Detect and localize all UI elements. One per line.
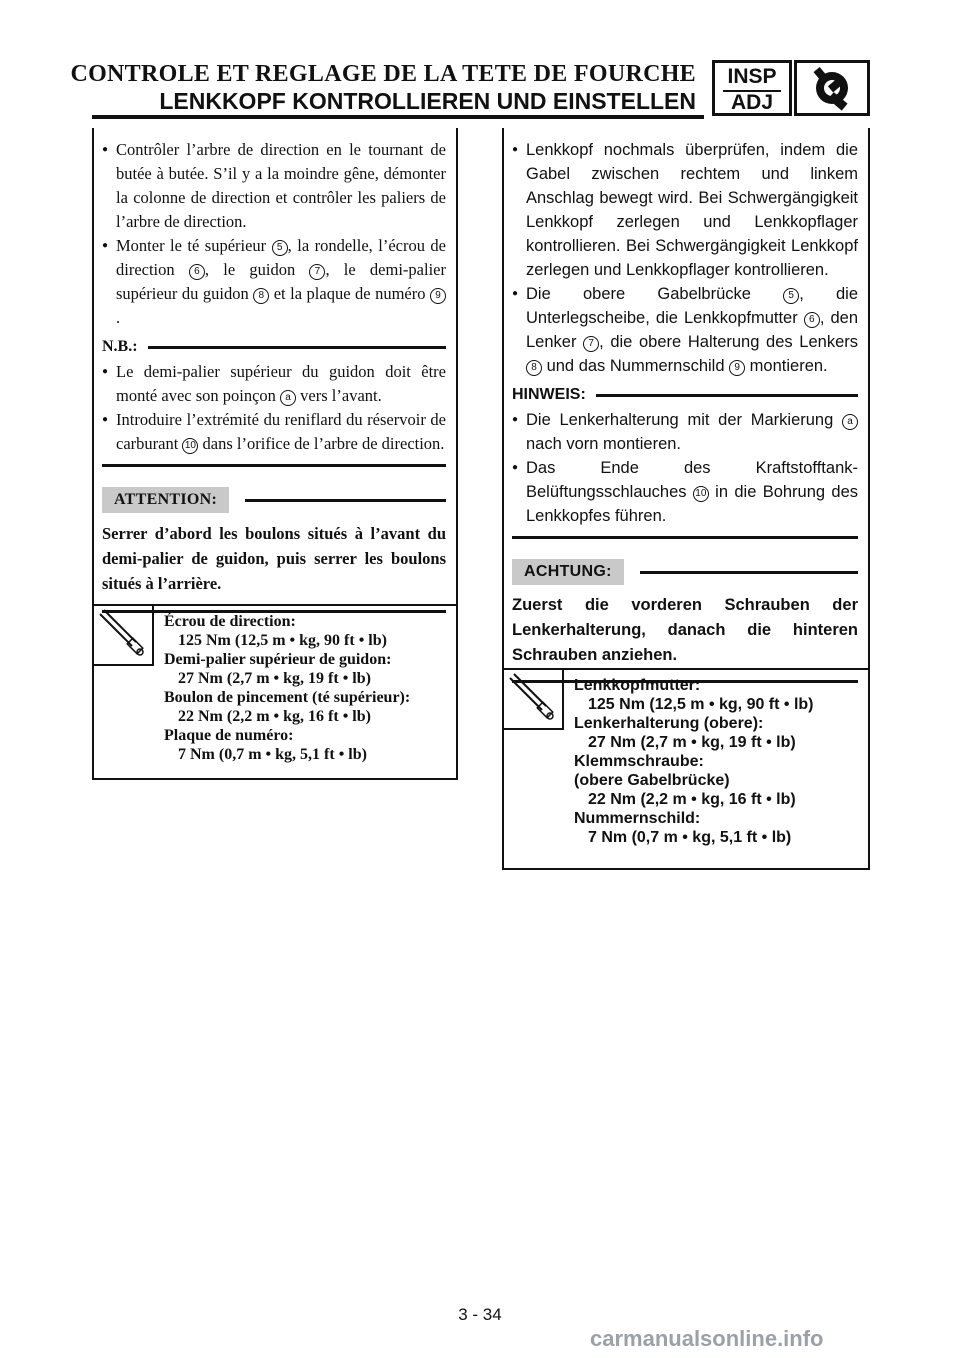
list-item: ● Die Lenkerhalterung mit der Markierung a nach vorn montieren. xyxy=(512,408,858,456)
page-number: 3 - 34 xyxy=(458,1305,502,1324)
torque-wrench-icon xyxy=(504,670,564,730)
ref-9: 9 xyxy=(430,288,446,304)
torque-label: Klemmschraube: xyxy=(574,753,704,770)
torque-label: Demi-palier supérieur de guidon: xyxy=(164,651,392,668)
list-item: ● Monter le té supérieur 5 , la rondelle, l’écrou de direction 6 , le guidon 7 , le demi-palier supérieur du guidon 8 et la plaque de numéro 9. xyxy=(102,234,446,330)
ref-a: a xyxy=(842,414,858,430)
torque-value: 7 Nm (0,7 m • kg, 5,1 ft • lb) xyxy=(178,746,367,763)
note-header: HINWEIS: xyxy=(512,386,858,404)
ref-7: 7 xyxy=(583,336,599,352)
french-notes xyxy=(102,360,446,456)
torque-value: 27 Nm (2,7 m • kg, 19 ft • lb) xyxy=(178,670,371,687)
french-steps xyxy=(102,138,446,330)
ref-8: 8 xyxy=(526,360,542,376)
torque-value: 125 Nm (12,5 m • kg, 90 ft • lb) xyxy=(588,696,814,713)
torque-value: 27 Nm (2,7 m • kg, 19 ft • lb) xyxy=(588,734,796,751)
ref-10: 10 xyxy=(182,438,198,454)
torque-label: Plaque de numéro: xyxy=(164,727,294,744)
caution-header: ACHTUNG: xyxy=(512,559,858,585)
badge-top: INSP xyxy=(727,65,777,88)
torque-spec-list xyxy=(574,676,814,847)
list-item: ● Lenkkopf nochmals überprüfen, indem die Gabel zwischen rechtem und linkem Anschlag bewegt wird. Bei Schwergängigkeit Lenkkopf zerlegen und Lenkkopflager kontrollieren. Bei Schwergängigkeit Lenkkopf zerlegen und Lenkkopflager kontrollieren. xyxy=(512,138,858,282)
torque-spec-list xyxy=(164,612,410,764)
ref-5: 5 xyxy=(783,288,799,304)
badge-bottom: ADJ xyxy=(730,91,773,114)
torque-label: (obere Gabelbrücke) xyxy=(574,772,730,789)
title-french: CONTROLE ET REGLAGE DE LA TETE DE FOURCHE xyxy=(70,61,696,87)
ref-9: 9 xyxy=(729,360,745,376)
ref-6: 6 xyxy=(804,312,820,328)
torque-value: 125 Nm (12,5 m • kg, 90 ft • lb) xyxy=(178,632,387,649)
ref-7: 7 xyxy=(309,264,325,280)
title-german: LENKKOPF KONTROLLIEREN UND EINSTELLEN xyxy=(159,88,696,114)
ref-8: 8 xyxy=(253,288,269,304)
list-item: ● Le demi-palier supérieur du guidon doit être monté avec son poinçon a vers l’avant. xyxy=(102,360,446,408)
german-steps xyxy=(512,138,858,378)
wrench-tool-icon xyxy=(794,60,870,116)
caution-text: Zuerst die vorderen Schrauben der Lenkerhalterung, danach die hinteren Schrauben anziehen. xyxy=(512,596,858,664)
watermark: carmanualsonline.info xyxy=(590,1326,824,1351)
german-notes xyxy=(512,408,858,528)
torque-value: 22 Nm (2,2 m • kg, 16 ft • lb) xyxy=(588,791,796,808)
torque-label: Lenkkopfmutter: xyxy=(574,677,701,694)
note-header: N.B.: xyxy=(102,338,446,356)
torque-label: Lenkerhalterung (obere): xyxy=(574,715,764,732)
header-rule xyxy=(92,115,704,119)
ref-5: 5 xyxy=(272,240,288,256)
torque-label: Écrou de direction: xyxy=(164,613,296,630)
insp-adj-badge xyxy=(712,60,792,116)
list-item: ● Introduire l’extrémité du reniflard du réservoir de carburant 10 dans l’orifice de l’arbre de direction. xyxy=(102,408,446,456)
torque-label: Boulon de pincement (té supérieur): xyxy=(164,689,411,706)
torque-label: Nummernschild: xyxy=(574,810,701,827)
french-column xyxy=(92,128,458,780)
torque-value: 7 Nm (0,7 m • kg, 5,1 ft • lb) xyxy=(588,829,792,846)
list-item: ● Contrôler l’arbre de direction en le tournant de butée à butée. S’il y a la moindre gêne, démonter la colonne de direction et contrôler les paliers de l’arbre de direction. xyxy=(102,138,446,234)
ref-6: 6 xyxy=(189,264,205,280)
german-column xyxy=(502,128,870,870)
torque-specs-german xyxy=(504,668,868,870)
caution-header: ATTENTION: xyxy=(102,487,446,513)
torque-value: 22 Nm (2,2 m • kg, 16 ft • lb) xyxy=(178,708,371,725)
ref-a: a xyxy=(280,390,296,406)
torque-wrench-icon xyxy=(94,606,154,666)
list-item: ● Das Ende des Kraftstofftank-Belüftungsschlauches 10 in die Bohrung des Lenkkopfes führen. xyxy=(512,456,858,528)
torque-specs-french xyxy=(94,604,456,780)
ref-10: 10 xyxy=(693,486,709,502)
list-item: ● Die obere Gabelbrücke 5 , die Unterlegscheibe, die Lenkkopfmutter 6 , den Lenker 7 , die obere Halterung des Lenkers 8 und das Nummernschild 9 montieren. xyxy=(512,282,858,378)
caution-text: Serrer d’abord les boulons situés à l’avant du demi-palier de guidon, puis serrer les boulons situés à l’arrière. xyxy=(102,524,446,593)
